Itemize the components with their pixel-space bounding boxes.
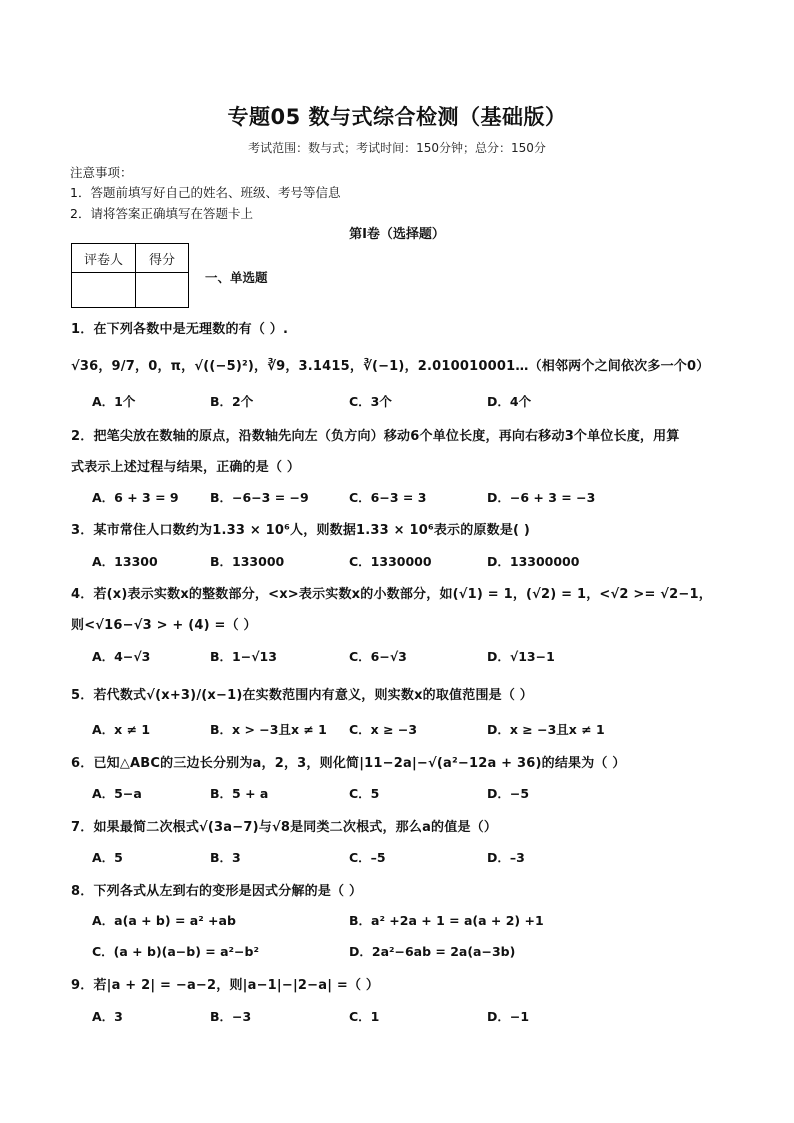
question-stem: 7．如果最简二次根式√(3a−7)与√8是同类二次根式，那么a的值是（）: [71, 820, 498, 835]
option-a: A．a(a + b) = a² +ab: [92, 913, 236, 928]
question-stem: 8．下列各式从左到右的变形是因式分解的是（ ）: [71, 884, 363, 899]
score-table-header-grader: 评卷人: [72, 244, 136, 273]
option-d: D．–3: [487, 850, 525, 865]
exam-info: 考试范围：数与式；考试时间：150分钟；总分：150分: [248, 141, 546, 155]
option-d: D．√13−1: [487, 649, 555, 664]
option-a: A．3: [92, 1009, 123, 1024]
option-d: D．−5: [487, 786, 530, 801]
option-c: C．x ≥ −3: [349, 722, 418, 737]
option-b: B．−3: [210, 1009, 252, 1024]
option-a: A．5: [92, 850, 123, 865]
option-c: C．1330000: [349, 554, 432, 569]
option-a: A．x ≠ 1: [92, 722, 151, 737]
question-stem-continued: 式表示上述过程与结果，正确的是（ ）: [71, 460, 301, 475]
note-item: 1．答题前填写好自己的姓名、班级、考号等信息: [70, 185, 341, 200]
part-title: 一、单选题: [205, 270, 268, 285]
question-stem-continued: √36，9/7，0，π，√((−5)²)，∛9，3.1415，∛(−1)，2.010010001…（相邻两个之间依次多一个0）: [71, 359, 710, 374]
option-d: D．2a²−6ab = 2a(a−3b): [349, 944, 516, 959]
option-d: D．−1: [487, 1009, 530, 1024]
option-b: B．2个: [210, 394, 254, 409]
section-title: 第I卷（选择题）: [349, 227, 445, 242]
question-stem-continued: 则<√16−√3 > + (4) =（ ）: [71, 618, 257, 633]
option-b: B．a² +2a + 1 = a(a + 2) +1: [349, 913, 544, 928]
option-b: B．−6−3 = −9: [210, 490, 309, 505]
option-a: A．13300: [92, 554, 158, 569]
option-c: C．–5: [349, 850, 386, 865]
score-table-cell-grader: [72, 273, 136, 308]
option-b: B．133000: [210, 554, 285, 569]
option-b: B．1−√13: [210, 649, 277, 664]
option-d: D．13300000: [487, 554, 580, 569]
score-table-cell-score: [136, 273, 189, 308]
option-a: A．6 + 3 = 9: [92, 490, 179, 505]
option-a: A．1个: [92, 394, 136, 409]
question-stem: 9．若|a + 2| = −a−2，则|a−1|−|2−a| =（ ）: [71, 978, 380, 993]
score-table: [71, 243, 189, 308]
question-stem: 5．若代数式√(x+3)/(x−1)在实数范围内有意义，则实数x的取值范围是（ ）: [71, 688, 533, 703]
page-title: 专题05 数与式综合检测（基础版）: [227, 105, 567, 129]
option-b: B．3: [210, 850, 241, 865]
option-c: C．(a + b)(a−b) = a²−b²: [92, 944, 259, 959]
option-c: C．3个: [349, 394, 392, 409]
score-table-header-score: 得分: [136, 244, 189, 273]
option-a: A．4−√3: [92, 649, 151, 664]
option-a: A．5−a: [92, 786, 142, 801]
option-d: D．x ≥ −3且x ≠ 1: [487, 722, 605, 737]
note-item: 2．请将答案正确填写在答题卡上: [70, 206, 253, 221]
question-stem: 2．把笔尖放在数轴的原点，沿数轴先向左（负方向）移动6个单位长度，再向右移动3个单位长度，用算: [71, 429, 680, 444]
question-stem: 6．已知△ABC的三边长分别为a，2，3，则化简|11−2a|−√(a²−12a + 36)的结果为（ ）: [71, 756, 626, 771]
question-stem: 4．若(x)表示实数x的整数部分，<x>表示实数x的小数部分，如(√1) = 1，(√2) = 1，<√2 >= √2−1，: [71, 587, 712, 602]
notes-heading: 注意事项：: [70, 165, 133, 180]
option-d: D．4个: [487, 394, 532, 409]
option-c: C．6−3 = 3: [349, 490, 427, 505]
option-c: C．6−√3: [349, 649, 407, 664]
option-b: B．5 + a: [210, 786, 269, 801]
question-stem: 3．某市常住人口数约为1.33 × 10⁶人，则数据1.33 × 10⁶表示的原数是( ): [71, 523, 531, 538]
option-b: B．x > −3且x ≠ 1: [210, 722, 327, 737]
option-d: D．−6 + 3 = −3: [487, 490, 596, 505]
question-stem: 1．在下列各数中是无理数的有（ ）.: [71, 322, 289, 337]
option-c: C．1: [349, 1009, 380, 1024]
option-c: C．5: [349, 786, 380, 801]
